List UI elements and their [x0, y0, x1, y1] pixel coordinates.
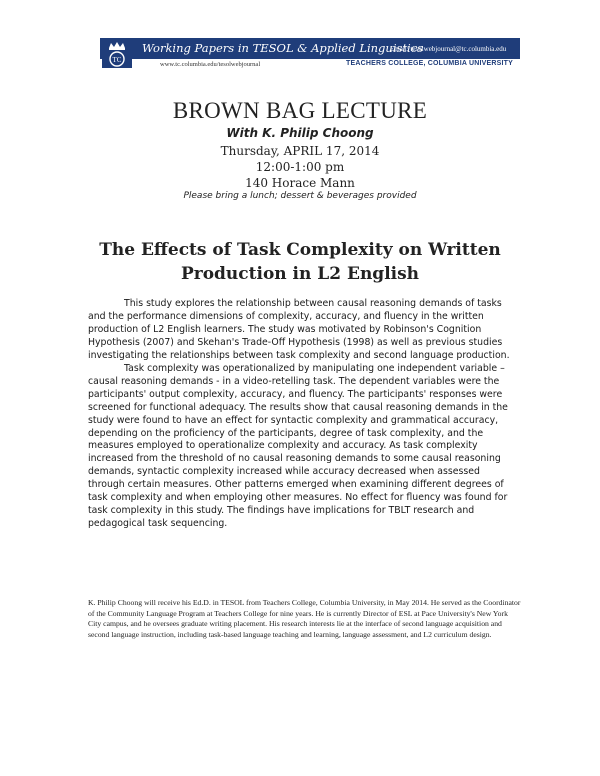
columbia-crown-logo-icon [102, 38, 132, 68]
journal-email[interactable]: Email: tesolwebjournal@tc.columbia.edu [390, 45, 507, 53]
college-name: TEACHERS COLLEGE, COLUMBIA UNIVERSITY [346, 60, 513, 67]
event-time: 12:00-1:00 pm [255, 160, 345, 174]
logo-text: TC [112, 56, 122, 64]
abstract [88, 298, 518, 531]
journal-url[interactable]: www.tc.columbia.edu/tesolwebjournal [160, 61, 261, 68]
event-location: 140 Horace Mann [245, 176, 355, 190]
talk-title: The Effects of Task Complexity on Written Production in L2 English [99, 240, 501, 284]
event-date: Thursday, APRIL 17, 2014 [220, 144, 380, 158]
event-note: Please bring a lunch; dessert & beverages provided [183, 191, 417, 201]
speaker-name: With K. Philip Choong [226, 126, 374, 140]
abstract-paragraph-2: Task complexity was operationalized by manipulating one independent variable – causal reasoning demands - in a video-retelling task. The dependent variables were the participants' output complexity, accuracy, and fluency. The participants' responses were screened for functional adequacy. The results show that causal reasoning demands in the study were found to have an effect for syntactic complexity and grammatical accuracy, depending on the proficiency of the participants, degree of task complexity, and the measures employed to operationalize complexity and accuracy. As task complexity increased from the threshold of no causal reasoning demands to some causal reasoning demands, syntactic complexity increased while accuracy decreased when assessed through certain measures. Other patterns emerged when examining different degrees of task complexity and when employing other measures. No effect for fluency was found for task complexity in this study. The findings have implications for TBLT research and pedagogical task sequencing. [88, 362, 508, 530]
abstract-paragraph-1: This study explores the relationship between causal reasoning demands of tasks and the performance dimensions of complexity, accuracy, and fluency in the written production of L2 English learners. The study was motivated by Robinson's Cognition Hypothesis (2007) and Skehan's Trade-Off Hypothesis (1998) as well as previous studies investigating the relationships between task complexity and second language production. [88, 298, 510, 361]
journal-title: Working Papers in TESOL & Applied Linguistics [142, 41, 424, 55]
lecture-title: BROWN BAG LECTURE [172, 98, 428, 123]
speaker-bio: K. Philip Choong will receive his Ed.D. in TESOL from Teachers College, Columbia University, in May 2014. He served as the Coordinator of the Community Language Program at Teachers College for nine years. He is currently Director of ESL at Pace University's New York City campus, and he oversees graduate writing placement. His research interests lie at the interface of second language acquisition and second language instruction, including task-based language teaching and learning, language assessment, and L2 curriculum design. [88, 598, 521, 639]
